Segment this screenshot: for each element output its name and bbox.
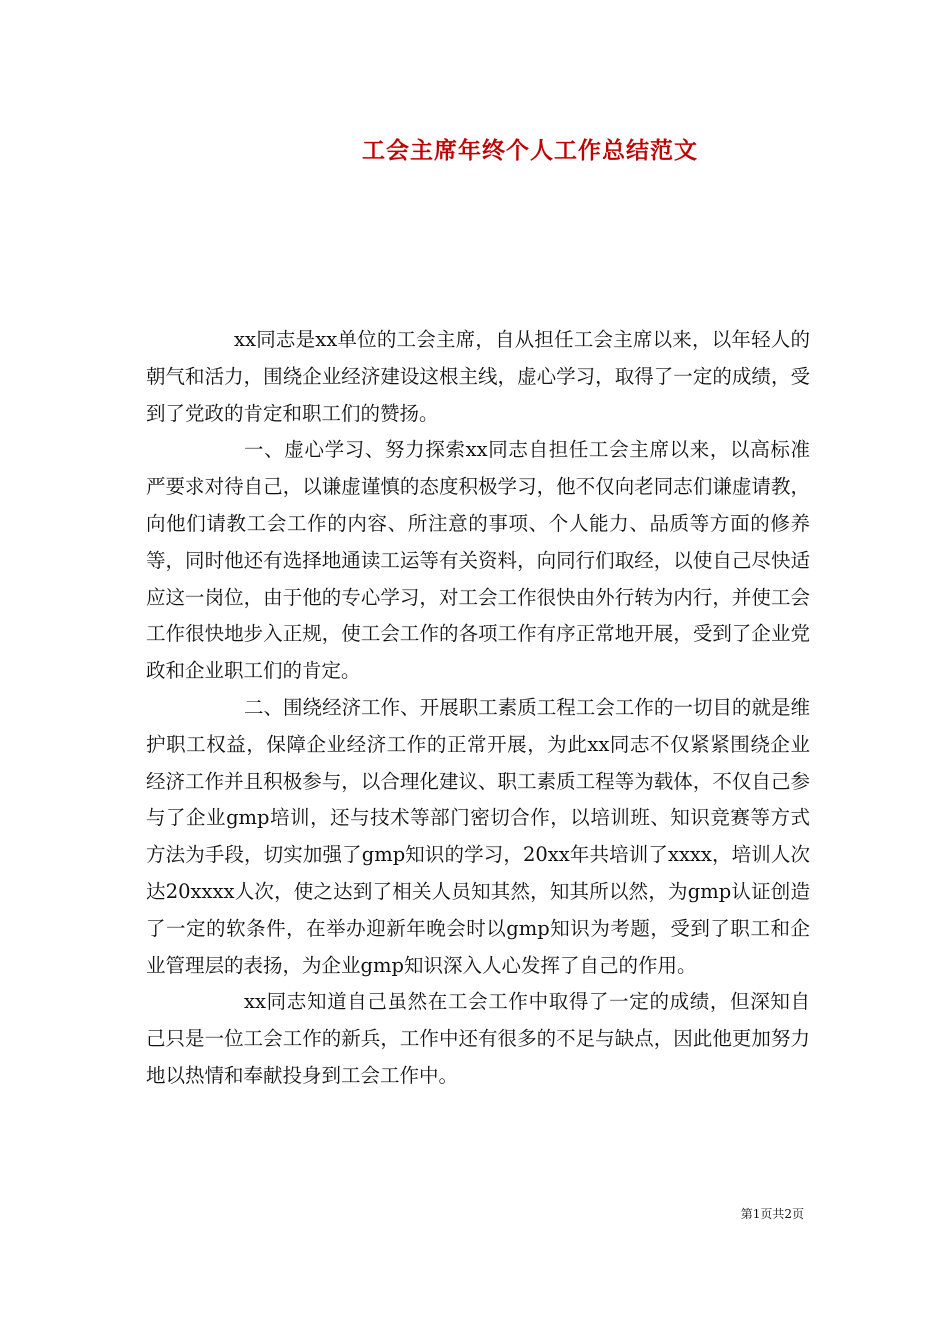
paragraph-section-two: 二、围绕经济工作、开展职工素质工程工会工作的一切目的就是维护职工权益，保障企业经济工作的正常开展，为此xx同志不仅紧紧围绕企业经济工作并且积极参与，以合理化建议、职工素质工程等为载体，不仅自己参与了企业gmp培训，还与技术等部门密切合作，以培训班、知识竞赛等方式方法为手段，切实加强了gmp知识的学习，20xx年共培训了xxxx，培训人次达20xxxx人次，使之达到了相关人员知其然，知其所以然，为gmp认证创造了一定的软条件，在举办迎新年晚会时以gmp知识为考题，受到了职工和企业管理层的表扬，为企业gmp知识深入人心发挥了自己的作用。 (146, 695, 810, 977)
paragraph-section-one: 一、虚心学习、努力探索xx同志自担任工会主席以来，以高标准严要求对待自己，以谦虚谨慎的态度积极学习，他不仅向老同志们谦虚请教，向他们请教工会工作的内容、所注意的事项、个人能力、品质等方面的修养等，同时他还有选择地通读工运等有关资料，向同行们取经，以使自己尽快适应这一岗位，由于他的专心学习，对工会工作很快由外行转为内行，并使工会工作很快地步入正规，使工会工作的各项工作有序正常地开展，受到了企业党政和企业职工们的肯定。 (146, 438, 810, 683)
page-number: 第1页共2页 (740, 1207, 804, 1221)
paragraph-intro: xx同志是xx单位的工会主席，自从担任工会主席以来，以年轻人的朝气和活力，围绕企业经济建设这根主线，虚心学习，取得了一定的成绩，受到了党政的肯定和职工们的赞扬。 (146, 328, 810, 425)
document-title: 工会主席年终个人工作总结范文 (362, 137, 698, 164)
document-body (146, 322, 810, 1095)
paragraph-conclusion: xx同志知道自己虽然在工会工作中取得了一定的成绩，但深知自己只是一位工会工作的新兵，工作中还有很多的不足与缺点，因此他更加努力地以热情和奉献投身到工会工作中。 (146, 990, 810, 1087)
